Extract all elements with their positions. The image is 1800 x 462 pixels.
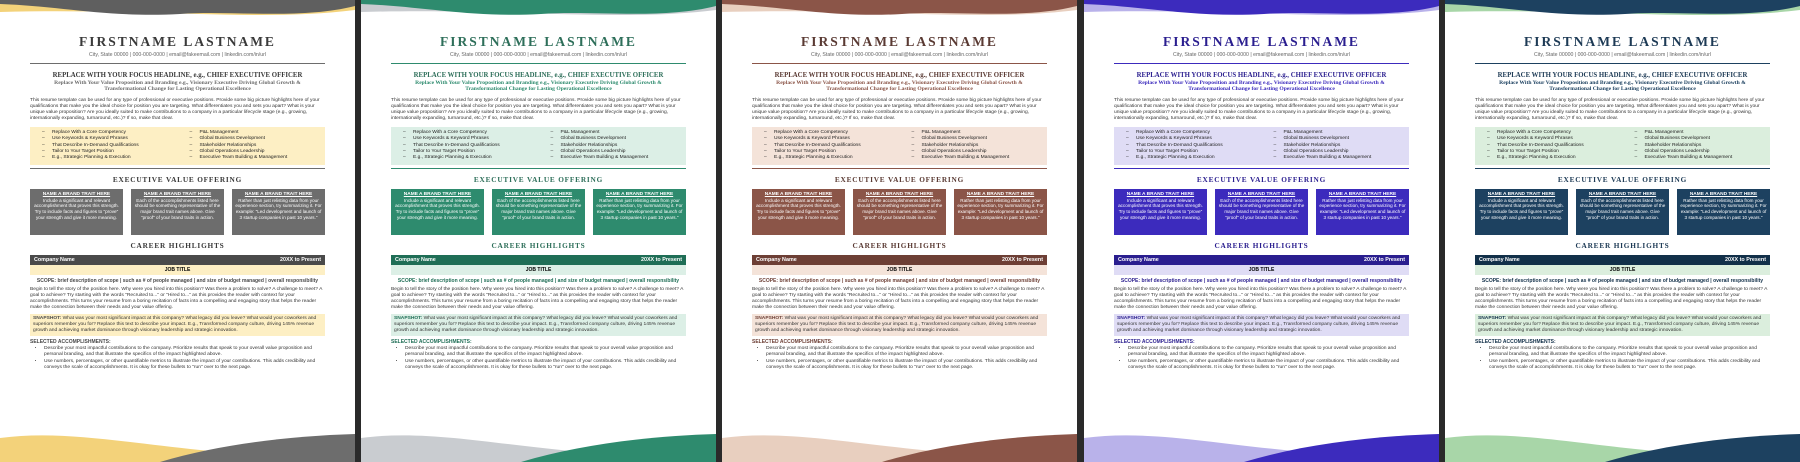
accomplishments-heading: SELECTED ACCOMPLISHMENTS: bbox=[1114, 339, 1195, 346]
brand-trait-title: NAME A BRAND TRAIT HERE bbox=[764, 191, 833, 197]
snapshot-label: SNAPSHOT: bbox=[1478, 316, 1507, 322]
competencies-right bbox=[178, 130, 326, 161]
competency-item: – E.g., Strategic Planning & Execution bbox=[1475, 155, 1623, 161]
brand-trait-text: Include a significant and relevant accomplishment that proves this strength. Try to include facts and figures to "prove" your strength and give it more meaning. bbox=[1479, 197, 1564, 221]
brand-trait-title: NAME A BRAND TRAIT HERE bbox=[605, 191, 674, 197]
value-proposition bbox=[752, 80, 1047, 93]
accomplishment-item: • Describe your most impactful contributions to the company. Prioritize results that speak to your overall value proposition and personal branding, and that illustrate the specifics of the impact highlighted above. bbox=[1489, 346, 1770, 358]
snapshot-box bbox=[391, 314, 686, 336]
brand-trait-card bbox=[853, 189, 946, 235]
competency-item: – Stakeholder Relationships bbox=[539, 143, 687, 149]
snapshot-text: What was your most significant impact at this company? What legacy did you leave? What would your coworkers and superiors remember you for? Replace this text to describe your impact. E.g., Transformed company culture, driving 145% revenue growth and achieving market dominance through visionary leadership and strategic innovation. bbox=[1478, 316, 1762, 334]
position-story: Begin to tell the story of the position here. Why were you hired into this position? Was there a problem to solve? A challenge to meet? A goal to achieve? Try starting with the words "Recruited to..." or "Hired to..." as this provides the reader with context for your accomplishments. This turns your resume from a boring recitation of facts into a compelling and engaging story that helps the reader make the connection between their needs and your value offering. bbox=[30, 286, 323, 310]
contact-line: City, State 00000 | 000-000-0000 | email@fakeemail.com | linkedin.com/in/url bbox=[1172, 52, 1351, 58]
competency-item: – Global Operations Leadership bbox=[178, 149, 326, 155]
scope-line: SCOPE: brief description of scope | such as # of people managed | and size of budget managed | overall responsibility bbox=[758, 277, 1041, 284]
snapshot-box bbox=[30, 314, 325, 336]
brand-trait-card bbox=[1576, 189, 1669, 235]
competency-item: – Replace With a Core Competency bbox=[1114, 130, 1262, 136]
core-competencies bbox=[752, 127, 1047, 164]
accomplishments-heading: SELECTED ACCOMPLISHMENTS: bbox=[391, 339, 472, 346]
snapshot-text: What was your most significant impact at this company? What legacy did you leave? What would your coworkers and superiors remember you for? Replace this text to describe your impact. E.g., Transformed company culture, driving 145% revenue growth and achieving market dominance through visionary leadership and strategic innovation. bbox=[1117, 316, 1401, 334]
brand-trait-title: NAME A BRAND TRAIT HERE bbox=[966, 191, 1035, 197]
competency-item: – Executive Team Building & Management bbox=[1262, 155, 1410, 161]
competency-item: – Global Operations Leadership bbox=[900, 149, 1048, 155]
value-proposition-line-2: Transformational Change for Lasting Operational Excellence bbox=[104, 86, 251, 93]
resume-name: FIRSTNAME LASTNAME bbox=[1524, 34, 1721, 49]
brand-trait-card bbox=[30, 189, 123, 235]
resume-name: FIRSTNAME LASTNAME bbox=[440, 34, 637, 49]
brand-trait-card bbox=[391, 189, 484, 235]
brand-trait-card bbox=[1215, 189, 1308, 235]
brand-trait-text: Each of the accomplishments listed here should be something representative of the major brand trait names above. Give "proof" of your brand traits in action. bbox=[1579, 197, 1666, 221]
career-heading: CAREER HIGHLIGHTS bbox=[130, 240, 225, 250]
brand-trait-card bbox=[1677, 189, 1770, 235]
position-story: Begin to tell the story of the position here. Why were you hired into this position? Was there a problem to solve? A challenge to meet? A goal to achieve? Try starting with the words "Recruited to..." or "Hired to..." as this provides the reader with context for your accomplishments. This turns your resume from a boring recitation of facts into a compelling and engaging story that helps the reader make the connection between their needs and your value offering. bbox=[752, 286, 1045, 310]
value-proposition bbox=[30, 80, 325, 93]
resume-content bbox=[30, 34, 325, 462]
header-rule bbox=[1475, 63, 1770, 64]
brand-trait-text: Each of the accomplishments listed here should be something representative of the major brand trait names above. Give "proof" of your brand traits in action. bbox=[856, 197, 943, 221]
competency-item: – Stakeholder Relationships bbox=[900, 143, 1048, 149]
brand-trait-card bbox=[492, 189, 585, 235]
brand-traits bbox=[1475, 189, 1770, 235]
bottom-wave-decoration bbox=[361, 428, 716, 462]
summary-paragraph: This resume template can be used for any type of professional or executive positions. Provide some big picture highlights here of your qualifications that make you the ideal choice for position you are targeting. What differentiates you and sets you apart? What is your unique value proposition? Are you ideally suited to make contributions to a company in a particular lifecycle stage (e.g., growing, internationally expanding, turnaround, etc.)? If so, make that clear. bbox=[752, 97, 1042, 122]
resume-name: FIRSTNAME LASTNAME bbox=[801, 34, 998, 49]
header-rule bbox=[30, 63, 325, 64]
employment-dates: 20XX to Present bbox=[1724, 256, 1766, 263]
brand-trait-text: Rather than just relisting data from your experience section, try summarizing it. For example: "Led development and launch of 3 startup companies in past 10 years." bbox=[1319, 197, 1406, 221]
employment-dates: 20XX to Present bbox=[1363, 256, 1405, 263]
snapshot-text: What was your most significant impact at this company? What legacy did you leave? What would your coworkers and superiors remember you for? Replace this text to describe your impact. E.g., Transformed company culture, driving 145% revenue growth and achieving market dominance through visionary leadership and strategic innovation. bbox=[33, 316, 317, 334]
brand-trait-text: Rather than just relisting data from your experience section, try summarizing it. For example: "Led development and launch of 3 startup companies in past 10 years." bbox=[1680, 197, 1767, 221]
brand-trait-text: Include a significant and relevant accomplishment that proves this strength. Try to include facts and figures to "prove" your strength and give it more meaning. bbox=[756, 197, 841, 221]
competency-item: – Replace With a Core Competency bbox=[30, 130, 178, 136]
section-divider bbox=[1114, 168, 1409, 169]
snapshot-text: What was your most significant impact at this company? What legacy did you leave? What would your coworkers and superiors remember you for? Replace this text to describe your impact. E.g., Transformed company culture, driving 145% revenue growth and achieving market dominance through visionary leadership and strategic innovation. bbox=[755, 316, 1039, 334]
section-divider bbox=[752, 168, 1047, 169]
brand-trait-text: Rather than just relisting data from your experience section, try summarizing it. For example: "Led development and launch of 3 startup companies in past 10 years." bbox=[596, 197, 683, 221]
competency-item: – Replace With a Core Competency bbox=[1475, 130, 1623, 136]
value-proposition bbox=[391, 80, 686, 93]
competencies-left bbox=[391, 130, 539, 161]
resume-page-brown[interactable] bbox=[722, 0, 1077, 462]
career-heading: CAREER HIGHLIGHTS bbox=[1575, 240, 1670, 250]
snapshot-label: SNAPSHOT: bbox=[755, 316, 784, 322]
competency-item: – Use Keywords & Keyword Phrases bbox=[1114, 136, 1262, 142]
value-proposition-line-2: Transformational Change for Lasting Operational Excellence bbox=[1188, 86, 1335, 93]
competencies-right bbox=[1623, 130, 1771, 161]
summary-paragraph: This resume template can be used for any type of professional or executive positions. Provide some big picture highlights here of your qualifications that make you the ideal choice for position you are targeting. What differentiates you and sets you apart? What is your unique value proposition? Are you ideally suited to make contributions to a company in a particular lifecycle stage (e.g., growing, internationally expanding, turnaround, etc.)? If so, make that clear. bbox=[391, 97, 681, 122]
accomplishments-heading: SELECTED ACCOMPLISHMENTS: bbox=[1475, 339, 1556, 346]
competency-item: – Executive Team Building & Management bbox=[1623, 155, 1771, 161]
competency-item: – P&L Management bbox=[1262, 130, 1410, 136]
job-title-bar: JOB TITLE bbox=[1475, 265, 1770, 275]
competency-item: – Tailor to Your Target Position bbox=[391, 149, 539, 155]
accomplishments-list bbox=[752, 346, 1047, 370]
competency-item: – Global Business Development bbox=[539, 136, 687, 142]
resume-page-gray[interactable] bbox=[0, 0, 355, 462]
competency-item: – P&L Management bbox=[1623, 130, 1771, 136]
accomplishment-item: • Use numbers, percentages, or other quantifiable metrics to illustrate the impact of your contributions. This adds credibility and conveys the scale of accomplishments. It is okay for these bullets to "run" over to the next page. bbox=[44, 359, 325, 371]
contact-line: City, State 00000 | 000-000-0000 | email@fakeemail.com | linkedin.com/in/url bbox=[810, 52, 989, 58]
brand-trait-card bbox=[1316, 189, 1409, 235]
brand-trait-title: NAME A BRAND TRAIT HERE bbox=[1487, 191, 1556, 197]
competency-item: – Tailor to Your Target Position bbox=[752, 149, 900, 155]
accomplishment-item: • Describe your most impactful contributions to the company. Prioritize results that speak to your overall value proposition and personal branding, and that illustrate the specifics of the impact highlighted above. bbox=[766, 346, 1047, 358]
career-heading: CAREER HIGHLIGHTS bbox=[852, 240, 947, 250]
accomplishment-item: • Use numbers, percentages, or other quantifiable metrics to illustrate the impact of your contributions. This adds credibility and conveys the scale of accomplishments. It is okay for these bullets to "run" over to the next page. bbox=[405, 359, 686, 371]
scope-line: SCOPE: brief description of scope | such as # of people managed | and size of budget managed | overall responsibility bbox=[397, 277, 680, 284]
competency-item: – Tailor to Your Target Position bbox=[1114, 149, 1262, 155]
brand-trait-card bbox=[232, 189, 325, 235]
brand-trait-card bbox=[593, 189, 686, 235]
focus-headline: REPLACE WITH YOUR FOCUS HEADLINE, e.g., CHIEF EXECUTIVE OFFICER bbox=[1136, 72, 1387, 79]
brand-trait-title: NAME A BRAND TRAIT HERE bbox=[1328, 191, 1397, 197]
value-proposition-line-1: Replace With Your Value Proposition and Branding e.g., Visionary Executive Driving Global Growth & bbox=[1138, 80, 1385, 86]
bottom-wave-decoration bbox=[1445, 428, 1800, 462]
brand-trait-title: NAME A BRAND TRAIT HERE bbox=[504, 191, 573, 197]
competency-item: – Global Operations Leadership bbox=[1623, 149, 1771, 155]
value-proposition-line-2: Transformational Change for Lasting Operational Excellence bbox=[1549, 86, 1696, 93]
value-proposition-line-1: Replace With Your Value Proposition and Branding e.g., Visionary Executive Driving Global Growth & bbox=[1499, 80, 1746, 86]
competency-item: – Global Business Development bbox=[900, 136, 1048, 142]
snapshot-box bbox=[1114, 314, 1409, 336]
value-proposition-line-1: Replace With Your Value Proposition and Branding e.g., Visionary Executive Driving Global Growth & bbox=[54, 80, 301, 86]
snapshot-box bbox=[752, 314, 1047, 336]
snapshot-box bbox=[1475, 314, 1770, 336]
job-title-bar: JOB TITLE bbox=[391, 265, 686, 275]
competency-item: – That Describe In-Demand Qualifications bbox=[391, 143, 539, 149]
company-bar bbox=[30, 255, 325, 265]
competency-item: – P&L Management bbox=[178, 130, 326, 136]
accomplishment-item: • Use numbers, percentages, or other quantifiable metrics to illustrate the impact of your contributions. This adds credibility and conveys the scale of accomplishments. It is okay for these bullets to "run" over to the next page. bbox=[1489, 359, 1770, 371]
competencies-left bbox=[1475, 130, 1623, 161]
company-name: Company Name bbox=[1118, 256, 1159, 263]
competencies-right bbox=[900, 130, 1048, 161]
resume-content bbox=[1475, 34, 1770, 462]
competencies-left bbox=[30, 130, 178, 161]
competency-item: – Stakeholder Relationships bbox=[178, 143, 326, 149]
brand-trait-title: NAME A BRAND TRAIT HERE bbox=[1588, 191, 1657, 197]
position-story: Begin to tell the story of the position here. Why were you hired into this position? Was there a problem to solve? A challenge to meet? A goal to achieve? Try starting with the words "Recruited to..." or "Hired to..." as this provides the reader with context for your accomplishments. This turns your resume from a boring recitation of facts into a compelling and engaging story that helps the reader make the connection between their needs and your value offering. bbox=[391, 286, 684, 310]
top-wave-decoration bbox=[1084, 0, 1439, 30]
competency-item: – Use Keywords & Keyword Phrases bbox=[391, 136, 539, 142]
bottom-wave-decoration bbox=[722, 428, 1077, 462]
competency-item: – P&L Management bbox=[900, 130, 1048, 136]
core-competencies bbox=[391, 127, 686, 164]
focus-headline: REPLACE WITH YOUR FOCUS HEADLINE, e.g., CHIEF EXECUTIVE OFFICER bbox=[1497, 72, 1748, 79]
focus-headline: REPLACE WITH YOUR FOCUS HEADLINE, e.g., CHIEF EXECUTIVE OFFICER bbox=[774, 72, 1025, 79]
core-competencies bbox=[30, 127, 325, 164]
company-name: Company Name bbox=[395, 256, 436, 263]
brand-traits bbox=[1114, 189, 1409, 235]
competency-item: – Global Operations Leadership bbox=[539, 149, 687, 155]
brand-trait-text: Include a significant and relevant accomplishment that proves this strength. Try to include facts and figures to "prove" your strength and give it more meaning. bbox=[1118, 197, 1203, 221]
competency-item: – Stakeholder Relationships bbox=[1623, 143, 1771, 149]
competency-item: – Executive Team Building & Management bbox=[178, 155, 326, 161]
resume-content bbox=[1114, 34, 1409, 462]
value-proposition-line-1: Replace With Your Value Proposition and Branding e.g., Visionary Executive Driving Global Growth & bbox=[776, 80, 1023, 86]
accomplishments-list bbox=[1475, 346, 1770, 370]
competency-item: – That Describe In-Demand Qualifications bbox=[1475, 143, 1623, 149]
scope-line: SCOPE: brief description of scope | such as # of people managed | and size of budget managed | overall responsibility bbox=[1481, 277, 1764, 284]
value-proposition-line-1: Replace With Your Value Proposition and Branding e.g., Visionary Executive Driving Global Growth & bbox=[415, 80, 662, 86]
contact-line: City, State 00000 | 000-000-0000 | email@fakeemail.com | linkedin.com/in/url bbox=[1533, 52, 1712, 58]
brand-trait-text: Rather than just relisting data from your experience section, try summarizing it. For example: "Led development and launch of 3 startup companies in past 10 years." bbox=[235, 197, 322, 221]
competency-item: – Stakeholder Relationships bbox=[1262, 143, 1410, 149]
accomplishment-item: • Describe your most impactful contributions to the company. Prioritize results that speak to your overall value proposition and personal branding, and that illustrate the specifics of the impact highlighted above. bbox=[44, 346, 325, 358]
company-name: Company Name bbox=[34, 256, 75, 263]
employment-dates: 20XX to Present bbox=[1001, 256, 1043, 263]
evo-heading: EXECUTIVE VALUE OFFERING bbox=[112, 174, 243, 184]
bottom-wave-decoration bbox=[1084, 428, 1439, 462]
focus-headline: REPLACE WITH YOUR FOCUS HEADLINE, e.g., CHIEF EXECUTIVE OFFICER bbox=[413, 72, 664, 79]
brand-trait-title: NAME A BRAND TRAIT HERE bbox=[1689, 191, 1758, 197]
contact-line: City, State 00000 | 000-000-0000 | email@fakeemail.com | linkedin.com/in/url bbox=[449, 52, 628, 58]
snapshot-label: SNAPSHOT: bbox=[1117, 316, 1146, 322]
competency-item: – Use Keywords & Keyword Phrases bbox=[30, 136, 178, 142]
header-rule bbox=[752, 63, 1047, 64]
brand-trait-text: Each of the accomplishments listed here should be something representative of the major brand trait names above. Give "proof" of your brand traits in action. bbox=[1218, 197, 1305, 221]
accomplishments-heading: SELECTED ACCOMPLISHMENTS: bbox=[30, 339, 111, 346]
accomplishment-item: • Describe your most impactful contributions to the company. Prioritize results that speak to your overall value proposition and personal branding, and that illustrate the specifics of the impact highlighted above. bbox=[405, 346, 686, 358]
evo-heading: EXECUTIVE VALUE OFFERING bbox=[473, 174, 604, 184]
brand-traits bbox=[752, 189, 1047, 235]
resume-page-purple[interactable] bbox=[1084, 0, 1439, 462]
resume-name: FIRSTNAME LASTNAME bbox=[79, 34, 276, 49]
section-divider bbox=[391, 168, 686, 169]
brand-trait-title: NAME A BRAND TRAIT HERE bbox=[244, 191, 313, 197]
section-divider bbox=[1475, 168, 1770, 169]
job-title-bar: JOB TITLE bbox=[30, 265, 325, 275]
accomplishments-list bbox=[391, 346, 686, 370]
company-name: Company Name bbox=[756, 256, 797, 263]
competency-item: – That Describe In-Demand Qualifications bbox=[1114, 143, 1262, 149]
competency-item: – Use Keywords & Keyword Phrases bbox=[752, 136, 900, 142]
competency-item: – Tailor to Your Target Position bbox=[30, 149, 178, 155]
value-proposition bbox=[1475, 80, 1770, 93]
brand-trait-title: NAME A BRAND TRAIT HERE bbox=[1126, 191, 1195, 197]
competency-item: – Global Operations Leadership bbox=[1262, 149, 1410, 155]
header-rule bbox=[1114, 63, 1409, 64]
brand-trait-card bbox=[131, 189, 224, 235]
brand-trait-title: NAME A BRAND TRAIT HERE bbox=[865, 191, 934, 197]
snapshot-text: What was your most significant impact at this company? What legacy did you leave? What would your coworkers and superiors remember you for? Replace this text to describe your impact. E.g., Transformed company culture, driving 145% revenue growth and achieving market dominance through visionary leadership and strategic innovation. bbox=[394, 316, 678, 334]
competency-item: – Executive Team Building & Management bbox=[900, 155, 1048, 161]
competency-item: – E.g., Strategic Planning & Execution bbox=[391, 155, 539, 161]
resume-name: FIRSTNAME LASTNAME bbox=[1163, 34, 1360, 49]
scope-line: SCOPE: brief description of scope | such as # of people managed | and size of budget managed | overall responsibility bbox=[36, 277, 319, 284]
career-heading: CAREER HIGHLIGHTS bbox=[1214, 240, 1309, 250]
brand-trait-text: Include a significant and relevant accomplishment that proves this strength. Try to include facts and figures to "prove" your strength and give it more meaning. bbox=[395, 197, 480, 221]
header-rule bbox=[391, 63, 686, 64]
competencies-left bbox=[1114, 130, 1262, 161]
competency-item: – Tailor to Your Target Position bbox=[1475, 149, 1623, 155]
company-bar bbox=[752, 255, 1047, 265]
competency-item: – Replace With a Core Competency bbox=[391, 130, 539, 136]
top-wave-decoration bbox=[1445, 0, 1800, 30]
brand-trait-title: NAME A BRAND TRAIT HERE bbox=[143, 191, 212, 197]
company-bar bbox=[391, 255, 686, 265]
snapshot-label: SNAPSHOT: bbox=[394, 316, 423, 322]
job-title-bar: JOB TITLE bbox=[1114, 265, 1409, 275]
company-bar bbox=[1114, 255, 1409, 265]
competencies-left bbox=[752, 130, 900, 161]
competency-item: – E.g., Strategic Planning & Execution bbox=[1114, 155, 1262, 161]
snapshot-label: SNAPSHOT: bbox=[33, 316, 62, 322]
career-heading: CAREER HIGHLIGHTS bbox=[491, 240, 586, 250]
core-competencies bbox=[1475, 127, 1770, 164]
bottom-wave-decoration bbox=[0, 428, 355, 462]
value-proposition bbox=[1114, 80, 1409, 93]
company-bar bbox=[1475, 255, 1770, 265]
accomplishments-list bbox=[30, 346, 325, 370]
resume-content bbox=[752, 34, 1047, 462]
brand-trait-text: Each of the accomplishments listed here should be something representative of the major brand trait names above. Give "proof" of your brand traits in action. bbox=[495, 197, 582, 221]
accomplishment-item: • Use numbers, percentages, or other quantifiable metrics to illustrate the impact of your contributions. This adds credibility and conveys the scale of accomplishments. It is okay for these bullets to "run" over to the next page. bbox=[766, 359, 1047, 371]
accomplishment-item: • Use numbers, percentages, or other quantifiable metrics to illustrate the impact of your contributions. This adds credibility and conveys the scale of accomplishments. It is okay for these bullets to "run" over to the next page. bbox=[1128, 359, 1409, 371]
employment-dates: 20XX to Present bbox=[279, 256, 321, 263]
brand-trait-text: Include a significant and relevant accomplishment that proves this strength. Try to include facts and figures to "prove" your strength and give it more meaning. bbox=[34, 197, 119, 221]
brand-traits bbox=[30, 189, 325, 235]
competency-item: – Global Business Development bbox=[1262, 136, 1410, 142]
competency-item: – Global Business Development bbox=[1623, 136, 1771, 142]
focus-headline: REPLACE WITH YOUR FOCUS HEADLINE, e.g., CHIEF EXECUTIVE OFFICER bbox=[52, 72, 303, 79]
brand-trait-card bbox=[1114, 189, 1207, 235]
competency-item: – Executive Team Building & Management bbox=[539, 155, 687, 161]
brand-trait-text: Rather than just relisting data from your experience section, try summarizing it. For example: "Led development and launch of 3 startup companies in past 10 years." bbox=[957, 197, 1044, 221]
competency-item: – Global Business Development bbox=[178, 136, 326, 142]
summary-paragraph: This resume template can be used for any type of professional or executive positions. Provide some big picture highlights here of your qualifications that make you the ideal choice for position you are targeting. What differentiates you and sets you apart? What is your unique value proposition? Are you ideally suited to make contributions to a company in a particular lifecycle stage (e.g., growing, internationally expanding, turnaround, etc.)? If so, make that clear. bbox=[1475, 97, 1765, 122]
resume-page-navy[interactable] bbox=[1445, 0, 1800, 462]
top-wave-decoration bbox=[0, 0, 355, 30]
accomplishments-heading: SELECTED ACCOMPLISHMENTS: bbox=[752, 339, 833, 346]
summary-paragraph: This resume template can be used for any type of professional or executive positions. Provide some big picture highlights here of your qualifications that make you the ideal choice for position you are targeting. What differentiates you and sets you apart? What is your unique value proposition? Are you ideally suited to make contributions to a company in a particular lifecycle stage (e.g., growing, internationally expanding, turnaround, etc.)? If so, make that clear. bbox=[30, 97, 320, 122]
employment-dates: 20XX to Present bbox=[640, 256, 682, 263]
evo-heading: EXECUTIVE VALUE OFFERING bbox=[1196, 174, 1327, 184]
section-divider bbox=[30, 168, 325, 169]
competency-item: – That Describe In-Demand Qualifications bbox=[752, 143, 900, 149]
resume-content bbox=[391, 34, 686, 462]
position-story: Begin to tell the story of the position here. Why were you hired into this position? Was there a problem to solve? A challenge to meet? A goal to achieve? Try starting with the words "Recruited to..." or "Hired to..." as this provides the reader with context for your accomplishments. This turns your resume from a boring recitation of facts into a compelling and engaging story that helps the reader make the connection between their needs and your value offering. bbox=[1114, 286, 1407, 310]
top-wave-decoration bbox=[361, 0, 716, 30]
scope-line: SCOPE: brief description of scope | such as # of people managed | and size of budget managed | overall responsibility bbox=[1120, 277, 1403, 284]
competency-item: – E.g., Strategic Planning & Execution bbox=[752, 155, 900, 161]
accomplishments-list bbox=[1114, 346, 1409, 370]
competency-item: – Use Keywords & Keyword Phrases bbox=[1475, 136, 1623, 142]
evo-heading: EXECUTIVE VALUE OFFERING bbox=[1557, 174, 1688, 184]
brand-trait-card bbox=[1475, 189, 1568, 235]
brand-trait-text: Each of the accomplishments listed here should be something representative of the major brand trait names above. Give "proof" of your brand traits in action. bbox=[134, 197, 221, 221]
core-competencies bbox=[1114, 127, 1409, 164]
competency-item: – Replace With a Core Competency bbox=[752, 130, 900, 136]
contact-line: City, State 00000 | 000-000-0000 | email@fakeemail.com | linkedin.com/in/url bbox=[88, 52, 267, 58]
job-title-bar: JOB TITLE bbox=[752, 265, 1047, 275]
resume-page-green[interactable] bbox=[361, 0, 716, 462]
competency-item: – P&L Management bbox=[539, 130, 687, 136]
brand-trait-title: NAME A BRAND TRAIT HERE bbox=[403, 191, 472, 197]
brand-trait-title: NAME A BRAND TRAIT HERE bbox=[1227, 191, 1296, 197]
competencies-right bbox=[539, 130, 687, 161]
value-proposition-line-2: Transformational Change for Lasting Operational Excellence bbox=[465, 86, 612, 93]
brand-trait-card bbox=[752, 189, 845, 235]
brand-trait-card bbox=[954, 189, 1047, 235]
brand-traits bbox=[391, 189, 686, 235]
position-story: Begin to tell the story of the position here. Why were you hired into this position? Was there a problem to solve? A challenge to meet? A goal to achieve? Try starting with the words "Recruited to..." or "Hired to..." as this provides the reader with context for your accomplishments. This turns your resume from a boring recitation of facts into a compelling and engaging story that helps the reader make the connection between their needs and your value offering. bbox=[1475, 286, 1768, 310]
value-proposition-line-2: Transformational Change for Lasting Operational Excellence bbox=[826, 86, 973, 93]
competencies-right bbox=[1262, 130, 1410, 161]
summary-paragraph: This resume template can be used for any type of professional or executive positions. Provide some big picture highlights here of your qualifications that make you the ideal choice for position you are targeting. What differentiates you and sets you apart? What is your unique value proposition? Are you ideally suited to make contributions to a company in a particular lifecycle stage (e.g., growing, internationally expanding, turnaround, etc.)? If so, make that clear. bbox=[1114, 97, 1404, 122]
accomplishment-item: • Describe your most impactful contributions to the company. Prioritize results that speak to your overall value proposition and personal branding, and that illustrate the specifics of the impact highlighted above. bbox=[1128, 346, 1409, 358]
top-wave-decoration bbox=[722, 0, 1077, 30]
evo-heading: EXECUTIVE VALUE OFFERING bbox=[834, 174, 965, 184]
competency-item: – That Describe In-Demand Qualifications bbox=[30, 143, 178, 149]
brand-trait-title: NAME A BRAND TRAIT HERE bbox=[42, 191, 111, 197]
competency-item: – E.g., Strategic Planning & Execution bbox=[30, 155, 178, 161]
company-name: Company Name bbox=[1479, 256, 1520, 263]
